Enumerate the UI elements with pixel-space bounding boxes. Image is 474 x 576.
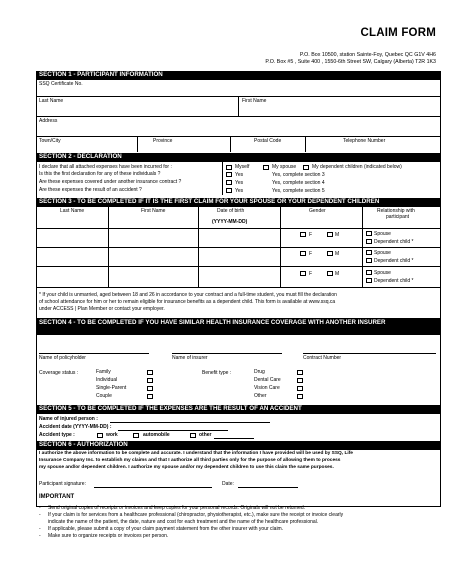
section-5-header: SECTION 5 - TO BE COMPLETED IF THE EXPENSES ARE THE RESULT OF AN ACCIDENT (36, 405, 440, 414)
col-date-format: (YYYY-MM-DD) (212, 219, 248, 225)
dental-checkbox[interactable] (297, 378, 303, 383)
student-note-3: under ACCESS | Plan Member or contact your employer. (39, 306, 165, 312)
bullet-dash: - (39, 533, 41, 539)
section-1-header: SECTION 1 - PARTICIPANT INFORMATION (36, 71, 440, 80)
col-relationship-2: participant (386, 214, 410, 220)
male-label: M (335, 270, 340, 277)
child2-male-checkbox[interactable] (327, 251, 333, 256)
female-label: F (309, 231, 313, 238)
important-bullet-3: If applicable, please submit a copy of your claim payment statement from the other insurer with your claim. (48, 526, 284, 532)
declaration-q2: Is this the first declaration for any of these individuals ? (39, 171, 161, 177)
dental-label: Dental Care (254, 377, 281, 383)
accident-date-underline[interactable] (118, 430, 228, 431)
bullet-dash: - (39, 512, 41, 518)
drugs-checkbox[interactable] (297, 370, 303, 375)
individual-checkbox[interactable] (147, 378, 153, 383)
last-name-label: Last Name (39, 98, 64, 104)
individual-label: Individual (96, 377, 118, 383)
vision-checkbox[interactable] (297, 386, 303, 391)
single-parent-checkbox[interactable] (147, 386, 153, 391)
dependent-child-label: Dependent child * (374, 238, 414, 245)
telephone-label: Telephone Number (343, 138, 386, 144)
declaration-q3: Are these expenses covered under another insurance contract ? (39, 179, 182, 185)
work-label: work (106, 432, 118, 438)
col-first-name: First Name (141, 208, 166, 214)
vision-label: Vision Care (254, 385, 280, 391)
yes-label: Yes (235, 179, 244, 186)
child1-spouse-checkbox[interactable] (366, 231, 372, 236)
col-relationship-1: Relationship with (377, 208, 415, 214)
child3-female-checkbox[interactable] (300, 271, 306, 276)
other-benefit-checkbox[interactable] (297, 394, 303, 399)
spouse-checkbox[interactable] (263, 165, 269, 170)
family-checkbox[interactable] (147, 370, 153, 375)
family-label: Family (96, 369, 111, 375)
signature-underline[interactable] (94, 487, 212, 488)
bullet-dash: - (39, 526, 41, 532)
yes-label: Yes (235, 187, 244, 194)
complete-section-4-label: Yes, complete section 4 (272, 179, 325, 186)
signature-date-underline[interactable] (238, 487, 298, 488)
spouse-label: Spouse (374, 230, 391, 237)
child1-male-checkbox[interactable] (327, 232, 333, 237)
student-note-2: of school attendance for him or her to remain eligible for insurance benefits as a dependent child. This form is available at www.ssq.ca (39, 299, 336, 305)
ssq-certificate-label: SSQ Certificate No. (39, 81, 83, 87)
important-bullet-1: Send original copies of receipts or invoices and keep copies for your personal records. Originals will not be returned. (48, 505, 306, 511)
child2-female-checkbox[interactable] (300, 251, 306, 256)
child3-spouse-checkbox[interactable] (366, 270, 372, 275)
other-accident-label: other (199, 432, 212, 438)
postal-code-label: Postal Code (254, 138, 282, 144)
col-gender: Gender (309, 208, 326, 214)
section-6-header: SECTION 6 - AUTHORIZATION (36, 441, 440, 450)
divider (36, 136, 440, 137)
child2-spouse-checkbox[interactable] (366, 250, 372, 255)
contract-underline (303, 353, 436, 354)
important-bullet-4: Make sure to organize receipts or invoices per person. (48, 533, 169, 539)
address-line-1: P.O. Box 10500, station Sainte-Foy, Quebec QC G1V 4H6 (299, 52, 436, 58)
divider (137, 136, 138, 152)
benefit-type-label: Benefit type : (202, 370, 232, 376)
signature-date-label: Date: (222, 481, 234, 487)
other-accident-underline[interactable] (214, 438, 254, 439)
address-line-2: P.O. Box #5 , Suite 400 , 1550-6th Street SW, Calgary (Alberta) T2R 1K3 (265, 59, 436, 65)
injured-person-underline[interactable] (110, 422, 270, 423)
important-title: IMPORTANT (39, 494, 75, 500)
authorization-text-1: I authorize the above information to be complete and accurate. I understand that the information I have provided will be used by SSQ, Life (39, 451, 353, 456)
divider (36, 228, 440, 229)
policyholder-label: Name of policyholder (39, 355, 86, 361)
insurer-label: Name of insurer (172, 355, 208, 361)
divider (305, 136, 306, 152)
automobile-checkbox[interactable] (133, 433, 139, 438)
single-parent-label: Single-Parent (96, 385, 127, 391)
form-title: CLAIM FORM (360, 27, 436, 39)
important-bullet-2b: indicate the name of the patient, the date, nature and cost for each treatment and the name of the healthcare professional. (48, 519, 319, 525)
myself-checkbox[interactable] (226, 165, 232, 170)
yes-label: Yes (235, 171, 244, 178)
spouse-label: Spouse (374, 269, 391, 276)
first-name-label: First Name (242, 98, 267, 104)
student-note-1: * If your child is unmarried, aged between 18 and 26 in accordance to your contract and a full-time student, you must fill the declaration (39, 292, 337, 298)
child2-dependent-checkbox[interactable] (366, 258, 372, 263)
divider (230, 136, 231, 152)
dependent-children-checkbox[interactable] (303, 165, 309, 170)
col-last-name: Last Name (60, 208, 85, 214)
accident-type-label: Accident type : (39, 432, 75, 438)
address-label: Address (39, 118, 58, 124)
dependent-children-label: My dependent children (indicated below) (312, 164, 402, 170)
divider (36, 287, 440, 288)
automobile-label: automobile (143, 432, 170, 438)
couple-label: Couple (96, 393, 112, 399)
myself-label: Myself (235, 164, 250, 170)
authorization-text-3: my spouse and/or dependent children. I authorize my spouse and/or my dependent children to use this claim the same purposes. (39, 465, 334, 470)
couple-checkbox[interactable] (147, 394, 153, 399)
female-label: F (309, 250, 313, 257)
child3-male-checkbox[interactable] (327, 271, 333, 276)
other-insurance-yes-checkbox[interactable] (226, 180, 232, 185)
divider (36, 247, 440, 248)
divider (222, 162, 223, 195)
other-benefit-label: Other (254, 393, 267, 399)
section-2-header: SECTION 2 - DECLARATION (36, 153, 440, 162)
contract-number-label: Contract Number (303, 355, 342, 361)
policyholder-underline (39, 353, 149, 354)
coverage-status-label: Coverage status : (39, 370, 79, 376)
insurer-underline (172, 353, 282, 354)
address-field[interactable] (39, 126, 437, 135)
drugs-label: Drug (254, 369, 265, 375)
last-name-field[interactable] (39, 106, 234, 115)
male-label: M (335, 231, 340, 238)
female-label: F (309, 270, 313, 277)
divider (36, 116, 440, 117)
complete-section-5-label: Yes, complete section 5 (272, 187, 325, 194)
first-declaration-yes-checkbox[interactable] (226, 172, 232, 177)
spouse-label: My spouse (272, 164, 297, 170)
divider (36, 266, 440, 267)
accident-yes-checkbox[interactable] (226, 188, 232, 193)
other-accident-checkbox[interactable] (190, 433, 196, 438)
town-label: Town/City (39, 138, 61, 144)
accident-date-label: Accident date (YYYY-MM-DD) : (39, 424, 112, 430)
declaration-q1: I declare that all attached expenses have been incurred for : (39, 164, 172, 170)
divider (238, 96, 239, 116)
section-4-header: SECTION 4 - TO BE COMPLETED IF YOU HAVE SIMILAR HEALTH INSURANCE COVERAGE WITH ANOTHER INSURER (36, 318, 440, 335)
bullet-dash: - (39, 505, 41, 511)
signature-label: Participant signature: (39, 481, 86, 487)
first-name-field[interactable] (242, 106, 437, 115)
important-bullet-2: If your claim is for services from a healthcare professional (chiropractor, physiotherapist, etc.), make sure the receipt or invoice clearly (48, 512, 344, 518)
injured-person-label: Name of injured person : (39, 416, 98, 422)
child3-dependent-checkbox[interactable] (366, 278, 372, 283)
work-checkbox[interactable] (97, 433, 103, 438)
dependent-child-label: Dependent child * (374, 277, 414, 284)
child1-female-checkbox[interactable] (300, 232, 306, 237)
dependent-child-label: Dependent child * (374, 257, 414, 264)
col-date-of-birth: Date of birth (217, 208, 245, 214)
section-3-header: SECTION 3 - TO BE COMPLETED IF IT IS THE FIRST CLAIM FOR YOUR SPOUSE OR YOUR DEPENDENT CHILDREN (36, 198, 440, 207)
male-label: M (335, 250, 340, 257)
declaration-q4: Are these expenses the result of an accident ? (39, 187, 142, 193)
province-label: Province (153, 138, 173, 144)
spouse-label: Spouse (374, 249, 391, 256)
authorization-text-2: Insurance Company Inc. to establish my claims and that I authorize all third parties only for the purpose of allowing them to process (39, 458, 341, 463)
complete-section-3-label: Yes, complete section 3 (272, 171, 325, 178)
child1-dependent-checkbox[interactable] (366, 239, 372, 244)
